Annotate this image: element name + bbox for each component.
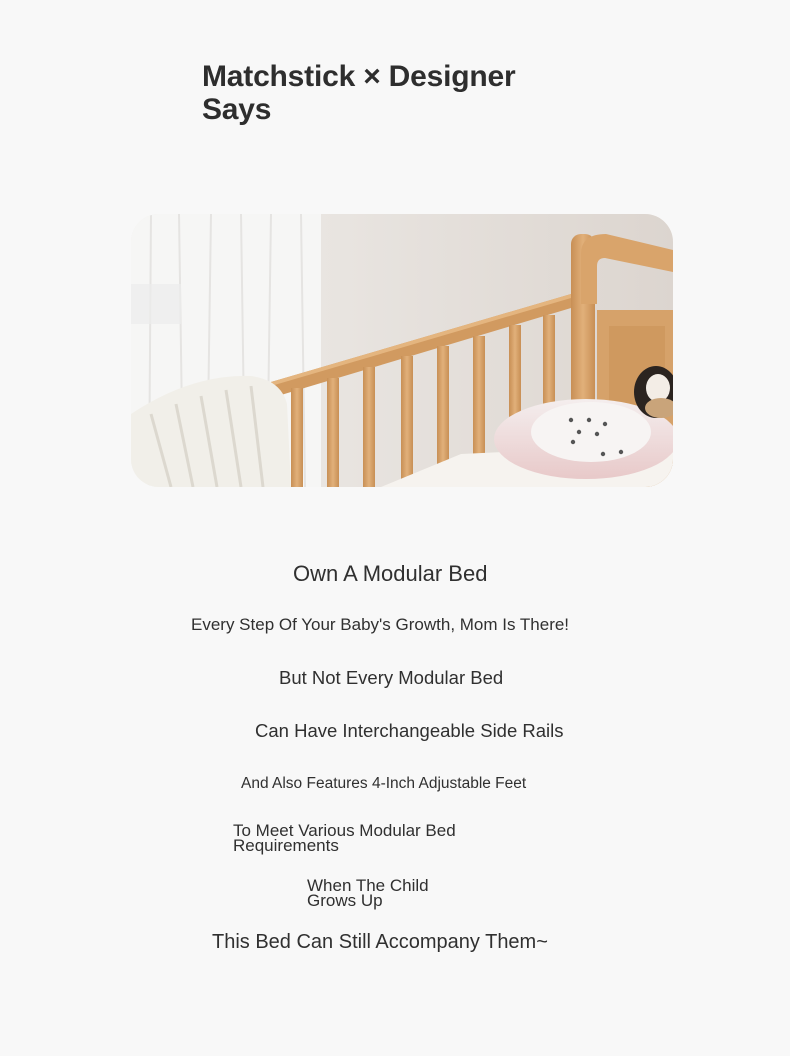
copy-line-4: Can Have Interchangeable Side Rails [255, 720, 564, 741]
copy-line-8: This Bed Can Still Accompany Them~ [212, 931, 548, 953]
copy-line-3: But Not Every Modular Bed [279, 667, 504, 688]
page-title: Matchstick × Designer Says [202, 60, 516, 126]
copy-line-7: When The Child Grows Up [307, 876, 429, 910]
copy-line-2: Every Step Of Your Baby's Growth, Mom Is There! [191, 615, 570, 634]
copy-line-6: To Meet Various Modular Bed Requirements [233, 821, 456, 855]
copy-line-1: Own A Modular Bed [293, 561, 488, 586]
copy-line-5: And Also Features 4-Inch Adjustable Feet [241, 775, 527, 792]
crib-photo-illustration [131, 214, 673, 487]
crib-photo [131, 214, 673, 487]
